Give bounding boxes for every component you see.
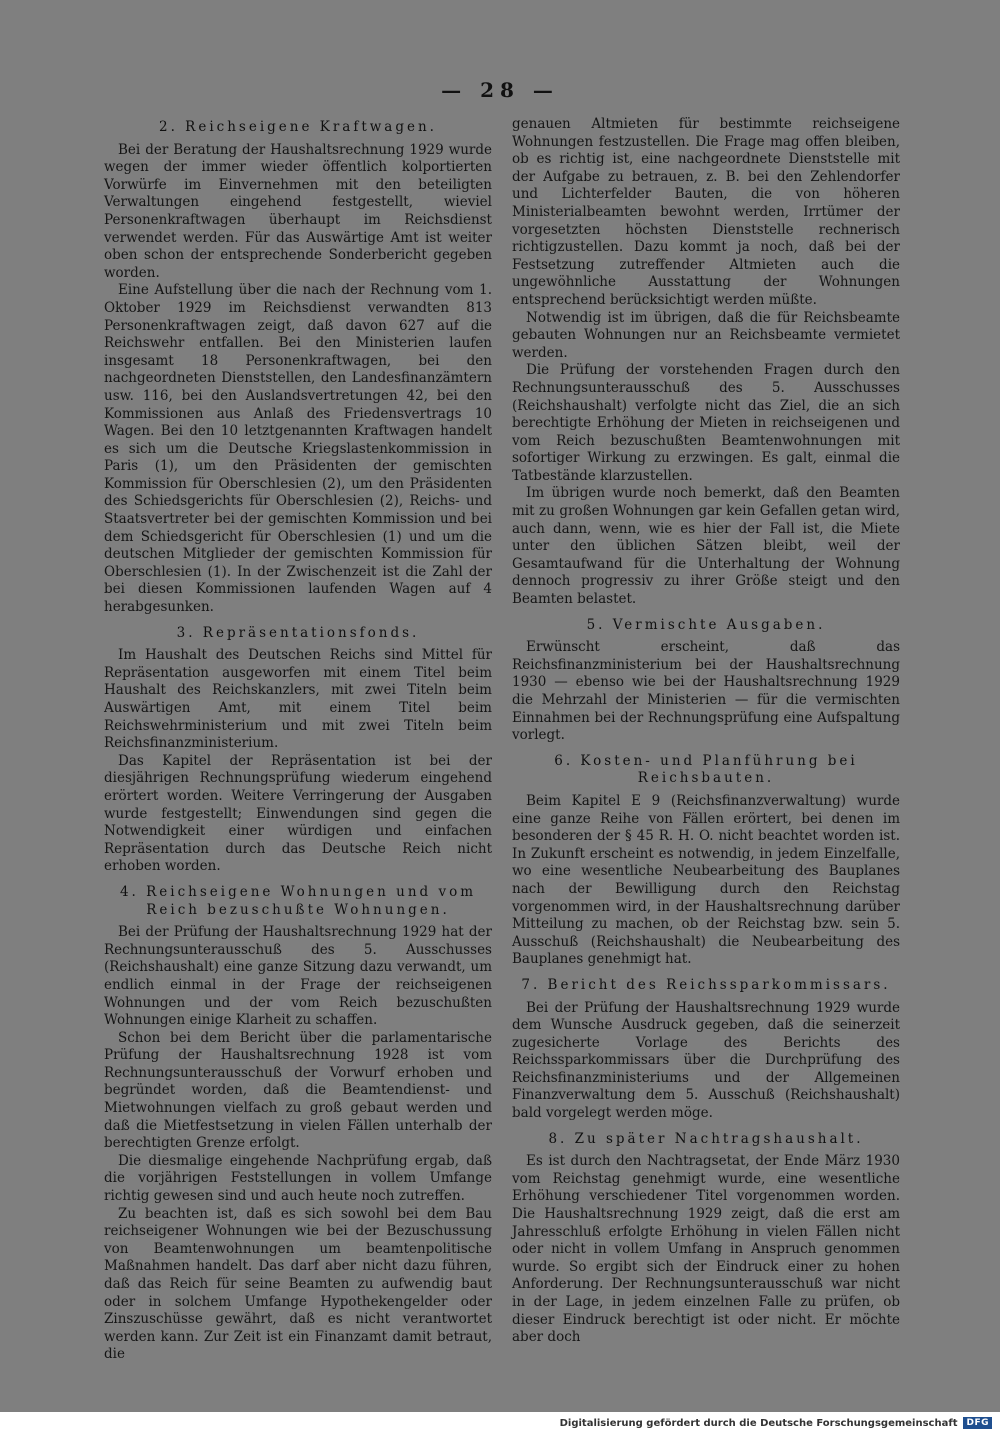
paragraph: Die diesmalige eingehende Nachprüfung ergab, daß die vorjährigen Feststellungen in vollem Umfange richtig gewesen sind und auch heute noch zutreffen. [104,1152,492,1205]
paragraph: Schon bei dem Bericht über die parlamentarische Prüfung der Haushaltsrechnung 1928 ist vom Rechnungsunterausschuß der Vorwurf erhoben und begründet worden, daß die Beamtendienst- und Mietwohnungen vielfach zu groß gebaut werden und daß die Mietfestsetzung in vielen Fällen unterhalb der berechtigten Grenze erfolgt. [104,1029,492,1152]
paragraph: Im übrigen wurde noch bemerkt, daß den Beamten mit zu großen Wohnungen gar kein Gefallen getan wird, auch dann, wenn, wie es hier der Fall ist, die Miete unter den üblichen Sätzen bleibt, weil der Gesamtaufwand für die Unterhaltung der Wohnung dennoch progressiv zu ihrer Größe steigt und den Beamten belastet. [512,485,900,608]
paragraph: Bei der Prüfung der Haushaltsrechnung 1929 wurde dem Wunsche Ausdruck gegeben, daß die seinerzeit zugesicherte Vorlage des Berichts des Reichssparkommissars über die Durchprüfung des Reichsfinanzministeriums und der Allgemeinen Finanzverwaltung dem 5. Ausschuß (Reichshaushalt) bald vorgelegt werden möge. [512,999,900,1122]
paragraph: Es ist durch den Nachtragsetat, der Ende März 1930 vom Reichstag genehmigt wurde, eine wesentliche Erhöhung verschiedener Titel vorgenommen worden. Die Haushaltsrechnung 1929 zeigt, daß die erst am Jahresschluß erfolgte Erhöhung in vielen Fällen nicht oder nicht in vollem Umfang in Anspruch genommen wurde. So ergibt sich der Eindruck einer zu hohen Anforderung. Der Rechnungsunterausschuß war nicht in der Lage, in jedem einzelnen Falle zu prüfen, ob dieser Eindruck berechtigt ist oder nicht. Er möchte aber doch [512,1153,900,1346]
section-heading-5: 5. Vermischte Ausgaben. [586,616,826,633]
dfg-logo: DFG [963,1417,992,1429]
paragraph: Das Kapitel der Repräsentation ist bei der diesjährigen Rechnungsprüfung wiederum eingehend erörtert worden. Weitere Verringerung der Ausgaben wurde festgestellt; Einwendungen sind gegen die Notwendigkeit einer würdigen und einfachen Repräsentation durch das Deutsche Reich nicht erhoben worden. [104,752,492,875]
page-number: — 28 — [441,78,559,102]
paragraph: Die Prüfung der vorstehenden Fragen durch den Rechnungsunterausschuß des 5. Ausschusses (Reichshaushalt) verfolgte nicht das Ziel, die an sich berechtigte Erhöhung der Mieten in reichseigenen und vom Reich bezuschußten Beamtenwohnungen mit sofortiger Wirkung zu erzwingen. Es galt, einmal die Tatbestände klarzustellen. [512,362,900,484]
paragraph: Eine Aufstellung über die nach der Rechnung vom 1. Oktober 1929 im Reichsdienst verwandten 813 Personenkraftwagen zeigt, daß davon 627 auf die Reichswehr entfallen. Bei den Ministerien laufen insgesamt 18 Personenkraftwagen, bei den nachgeordneten Dienststellen, den Landesfinanzämtern usw. 116, bei den Auslandsvertretungen 42, bei den Kommissionen aus Anlaß des Friedensvertrags 10 Wagen. Bei den 10 letztgenannten Kraftwagen handelt es sich um die Deutsche Kriegslastenkommission in Paris (1), um den Präsidenten der gemischten Kommission für Oberschlesien (2), um den Präsidenten des Schiedsgerichts für Oberschlesien (2), Reichs- und Staatsvertreter bei der gemischten Kommission und bei dem Schiedsgericht für Oberschlesien (1) und um die deutschen Mitglieder der gemischten Kommission für Oberschlesien (1). In der Zwischenzeit ist die Zahl der bei diesen Kommissionen laufenden Wagen auf 4 herabgesunken. [104,282,492,616]
paragraph: Beim Kapitel E 9 (Reichsfinanzverwaltung) wurde eine ganze Reihe von Fällen erörtert, bei denen im besonderen der § 45 R. H. O. nicht beachtet worden ist. In Zukunft erscheint es notwendig, in jedem Einzelfalle, wo eine wesentliche Neubearbeitung des Bauplanes nach der Bewilligung durch den Reichstag vorgenommen wird, in der Haushaltsrechnung darüber Mitteilung zu machen, ob der Reichstag bzw. sein 5. Ausschuß (Reichshaushalt) die Neubearbeitung des Bauplanes genehmigt hat. [512,792,900,968]
left-column [104,116,492,1364]
section-heading-8: 8. Zu später Nachtragshaushalt. [548,1130,864,1147]
paragraph: Notwendig ist im übrigen, daß die für Reichsbeamte gebauten Wohnungen nur an Reichsbeamte vermietet werden. [512,309,900,361]
paragraph: Erwünscht erscheint, daß das Reichsfinanzministerium bei der Haushaltsrechnung 1930 — ebenso wie bei der Haushaltsrechnung 1929 die Mehrzahl der Ministerien — für die vermischten Einnahmen bei der Rechnungsprüfung eine Aufspaltung vorlegt. [512,639,900,744]
digitization-footer [560,1414,992,1432]
right-column [512,116,900,1347]
section-heading-2: 2. Reichseigene Kraftwagen. [159,119,437,135]
paragraph: Zu beachten ist, daß es sich sowohl bei dem Bau reichseigener Wohnungen wie bei der Bezuschussung von Beamtenwohnungen um beamtenpolitische Maßnahmen handelt. Das darf aber nicht dazu führen, daß das Reich für seine Beamten zu aufwendig baut oder in solchem Umfange Hypothekengelder oder Zinszuschüsse gewährt, daß es nicht verantwortet werden kann. Zur Zeit ist ein Finanzamt damit betraut, die [104,1205,492,1363]
paragraph: Bei der Beratung der Haushaltsrechnung 1929 wurde wegen der immer wieder öffentlich kolportierten Vorwürfe im Einvernehmen mit den beteiligten Verwaltungen eingehend festgestellt, wieviel Personenkraftwagen überhaupt im Reichsdienst verwendet werden. Für das Auswärtige Amt ist weiter oben schon der entsprechende Sonderbericht gegeben worden. [104,141,492,281]
paragraph: Bei der Prüfung der Haushaltsrechnung 1929 hat der Rechnungsunterausschuß des 5. Ausschusses (Reichshaushalt) eine ganze Sitzung dazu verwandt, um endlich einmal in der Frage der reichseigenen Wohnungen und der vom Reich bezuschußten Wohnungen einige Klarheit zu schaffen. [104,924,492,1029]
section-heading-3: 3. Repräsentationsfonds. [176,624,420,641]
paragraph: genauen Altmieten für bestimmte reichseigene Wohnungen festzustellen. Die Frage mag offen bleiben, ob es richtig ist, eine nachgeordnete Dienststelle mit der Aufgabe zu betrauen, z. B. bei den Zehlendorfer und Lichterfelder Bauten, die von höheren Ministerialbeamten bewohnt werden, Irrtümer der vorgesetzten höchsten Dienststelle rechnerisch richtigzustellen. Dazu kommt ja noch, daß bei der Festsetzung zutreffender Altmieten auch die ungewöhnliche Ausstattung der Wohnungen entsprechend berücksichtigt werden müßte. [512,116,900,308]
section-heading-6: 6. Kosten- und Planführung bei Reichsbauten. [554,752,858,787]
section-heading-4: 4. Reichseigene Wohnungen und vom Reich bezuschußte Wohnungen. [119,883,477,918]
footer-credit: Digitalisierung gefördert durch die Deutsche Forschungsgemeinschaft [559,1417,958,1429]
paragraph: Im Haushalt des Deutschen Reichs sind Mittel für Repräsentation ausgeworfen mit einem Titel beim Haushalt des Reichskanzlers, mit zwei Titeln beim Auswärtigen Amt, mit einem Titel beim Reichswehrministerium und mit zwei Titeln beim Reichsfinanzministerium. [104,647,492,752]
section-heading-7: 7. Bericht des Reichssparkommissars. [521,976,891,993]
